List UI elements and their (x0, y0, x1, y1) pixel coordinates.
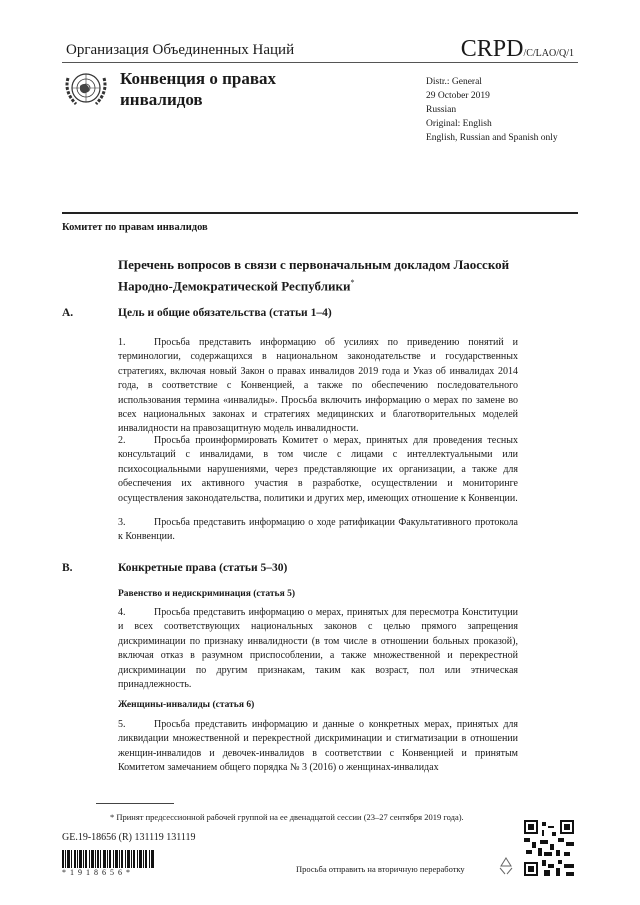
paragraph-number: 5. (118, 719, 126, 730)
symbol-main: CRPD (460, 36, 524, 62)
un-emblem-icon (62, 66, 110, 114)
section-letter: B. (62, 562, 73, 574)
title-text: Перечень вопросов в связи с первоначальным докладом Лаосской Народно-Демократической Республики (118, 257, 510, 294)
symbol-suffix: /C/LAO/Q/1 (523, 48, 574, 59)
footnote: * Принят предсессионной рабочей группой на ее двенадцатой сессии (23–27 сентября 2019 года). (110, 812, 464, 822)
document-symbol (461, 36, 574, 63)
paragraph-3 (118, 516, 518, 545)
section-letter: A. (62, 307, 74, 319)
distr-date: 29 October 2019 (426, 91, 490, 101)
title-footnote-mark: * (350, 278, 355, 287)
paragraph-text: Просьба представить информацию и данные о конкретных мерах, принятых для ликвидации множественной и перекрестной дискриминации и стигматизации в отношении женщин-инвалидов и девочек-инвалидов в соответствии с Конвенцией и принятым Комитетом замечанием общего порядка № 3 (2016) о женщинах-инвалидах (118, 719, 518, 774)
paragraph-text: Просьба представить информацию об усилиях по приведению понятий и терминологии, содержащихся в национальном законодательстве и государственных стратегиях, включая новый Закон о правах инвалидов 2019 года и Указ об инвалидах 2014 года, в соответствие с Конвенцией, а также по обеспечению последовательного использования термина «инвалиды». Просьба включить информацию о мерах по замене во всех национальных законах и стратегиях медицинских и благотворительных моделей инвалидности на правозащитную модель инвалидности. (118, 337, 518, 435)
paragraph-text: Просьба представить информацию о мерах, принятых для пересмотра Конституции и всех соответствующих национальных законов с целью прямого запрещения дискриминации по признаку инвалидности (в том числе в отношении больных проказой), включая отказ в разумном приспособлении, а также множественной и перекрестной дискриминации по другим признакам, таким как возраст, пол или этническая принадлежность. (118, 607, 518, 691)
paragraph-2 (118, 434, 518, 506)
paragraph-text: Просьба представить информацию о ходе ратификации Факультативного протокола к Конвенции. (118, 517, 518, 543)
paragraph-text: Просьба проинформировать Комитет о мерах, принятых для проведения тесных консультаций с инвалидами, в том числе с лицами с интеллектуальными или психосоциальными нарушениями, через представляющие их организации, а также для обеспечения их активного участия в разработке, осуществлении и мониторинге осуществления законодательства, политики и других мер, имеющих отношение к Конвенции. (118, 435, 518, 504)
barcode-number: *1918656* (62, 868, 134, 877)
thick-rule (62, 212, 578, 214)
footnote-rule (96, 803, 174, 804)
committee-name: Комитет по правам инвалидов (62, 222, 208, 233)
distr-original: Original: English (426, 119, 492, 129)
organization-name: Организация Объединенных Наций (66, 42, 295, 58)
recycle-icon (496, 856, 516, 876)
section-a-heading (62, 307, 332, 319)
qr-code-icon (524, 820, 574, 876)
job-number: GE.19-18656 (R) 131119 131119 (62, 832, 196, 843)
document-title (118, 256, 538, 295)
convention-title (120, 68, 276, 110)
section-title: Цель и общие обязательства (статьи 1–4) (118, 307, 332, 319)
distr-language: Russian (426, 105, 457, 115)
paragraph-5 (118, 718, 518, 776)
paragraph-number: 1. (118, 337, 126, 348)
header-rule (62, 62, 578, 63)
recycle-notice: Просьба отправить на вторичную переработку (296, 864, 465, 874)
distr-line: Distr.: General (426, 77, 482, 87)
subheading-article-5: Равенство и недискриминация (статья 5) (118, 589, 296, 599)
paragraph-number: 4. (118, 607, 126, 618)
distribution-info (426, 75, 558, 145)
convention-title-line1: Конвенция о правах (120, 69, 277, 88)
convention-title-line2: инвалидов (120, 90, 203, 109)
barcode-icon (62, 850, 154, 868)
paragraph-number: 3. (118, 517, 126, 528)
paragraph-number: 2. (118, 435, 126, 446)
section-b-heading (62, 562, 287, 574)
subheading-article-6: Женщины-инвалиды (статья 6) (118, 700, 255, 710)
paragraph-4 (118, 606, 518, 692)
paragraph-1 (118, 336, 518, 437)
section-title: Конкретные права (статьи 5–30) (118, 562, 288, 574)
distr-languages-only: English, Russian and Spanish only (426, 133, 558, 143)
